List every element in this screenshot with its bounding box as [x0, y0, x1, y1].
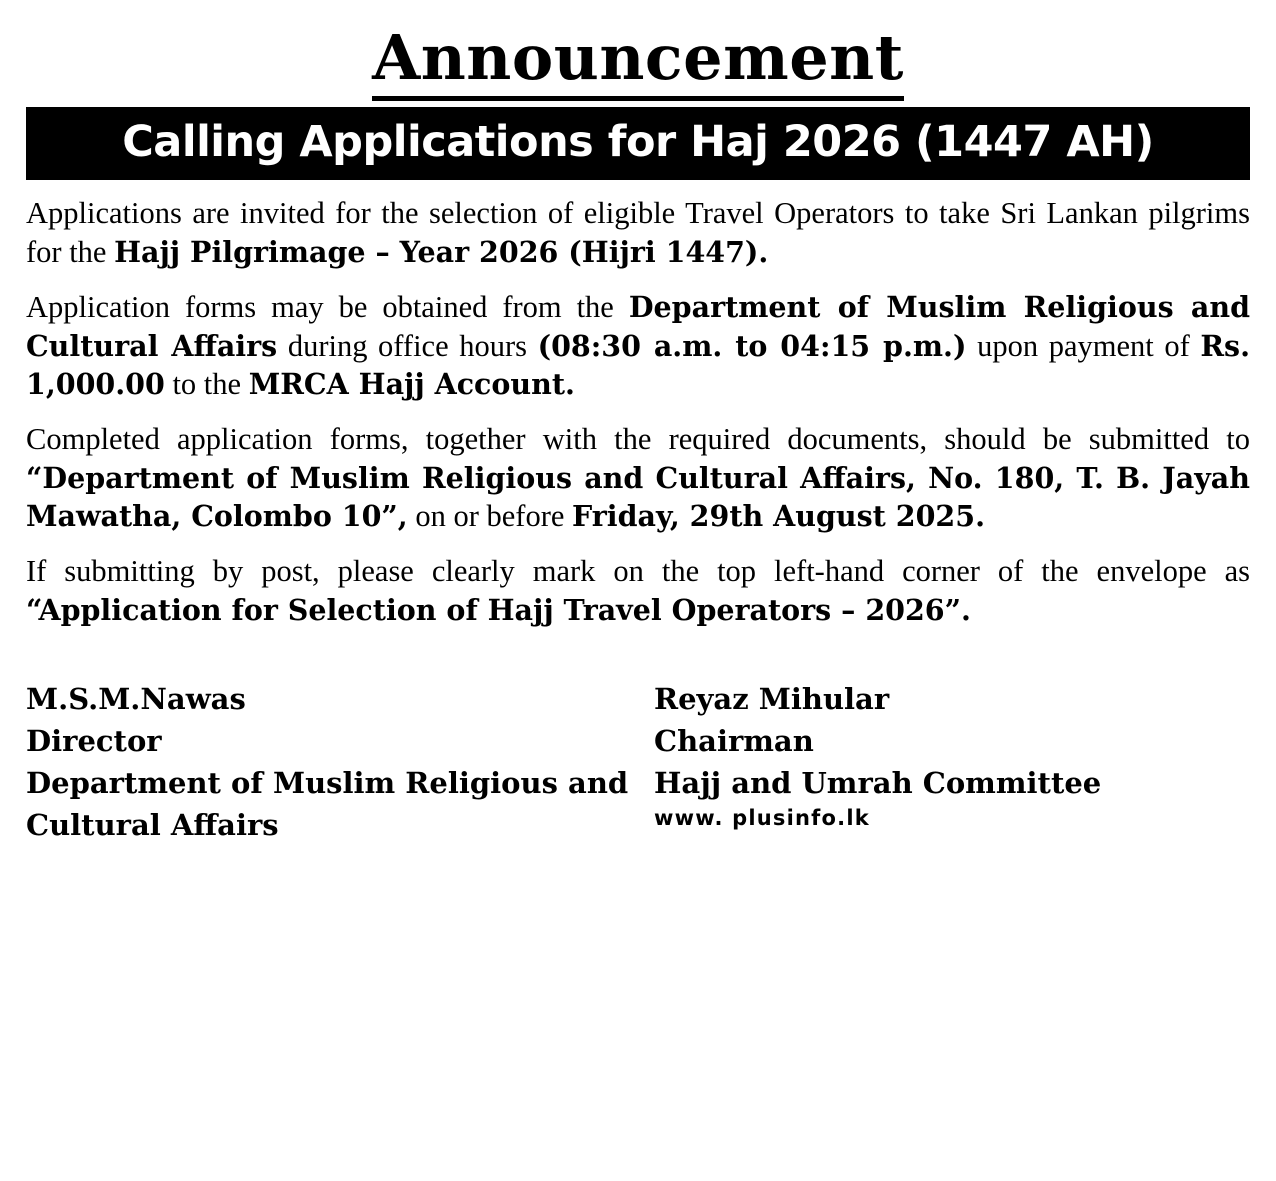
right-signatory-org-line1: Hajj and Umrah Committee: [654, 765, 1102, 800]
signature-left: [26, 678, 638, 846]
right-signatory-name: Reyaz Mihular: [654, 681, 890, 716]
website-link[interactable]: www. plusinfo.lk: [654, 805, 870, 830]
signature-block: [26, 678, 1250, 846]
banner-heading: Calling Applications for Haj 2026 (1447 AH): [26, 107, 1250, 180]
paragraph-2: [26, 288, 1250, 404]
left-signatory-org-line2: Cultural Affairs: [26, 807, 279, 842]
p2-text-a: Application forms may be obtained from the: [26, 289, 629, 324]
p3-text-d: Friday, 29th August 2025.: [572, 499, 986, 534]
p2-text-c: during office hours: [277, 328, 538, 363]
paragraph-4: [26, 552, 1250, 629]
body-content: [26, 194, 1250, 629]
p1-text-a: Applications are invited for the selection of eligible Travel Operators to take Sri Lankan pilgrims for the: [26, 196, 1250, 270]
paragraph-1: [26, 194, 1250, 271]
p4-text-b: “Application for Selection of Hajj Travel Operators – 2026”.: [26, 592, 971, 627]
right-signatory-designation: Chairman: [654, 723, 814, 758]
page-title-text: Announcement: [372, 21, 904, 101]
p2-text-b: Department of Muslim Religious and Cultural Affairs: [26, 289, 1251, 363]
p2-text-e: upon payment of: [966, 328, 1201, 363]
p4-text-a: If submitting by post, please clearly mark on the top left-hand corner of the envelope as: [26, 554, 1250, 589]
p3-text-a: Completed application forms, together with the required documents, should be submitted to: [26, 421, 1250, 456]
page-title: [26, 22, 1250, 93]
signature-right: [638, 678, 1250, 846]
left-signatory-designation: Director: [26, 723, 162, 758]
p2-text-h: MRCA Hajj Account.: [248, 367, 575, 402]
p3-text-c: on or before: [407, 499, 573, 534]
left-signatory-org-line1: Department of Muslim Religious and: [26, 765, 629, 800]
p2-text-g: to the: [164, 367, 249, 402]
p3-text-b: “Department of Muslim Religious and Cultural Affairs, No. 180, T. B. Jayah Mawatha, Colombo 10”,: [26, 460, 1250, 534]
p1-text-b: Hajj Pilgrimage – Year 2026 (Hijri 1447).: [114, 235, 769, 270]
left-signatory-name: M.S.M.Nawas: [26, 681, 246, 716]
p2-text-f: Rs. 1,000.00: [26, 328, 1250, 402]
paragraph-3: [26, 420, 1250, 536]
p2-text-d: (08:30 a.m. to 04:15 p.m.): [537, 328, 967, 363]
